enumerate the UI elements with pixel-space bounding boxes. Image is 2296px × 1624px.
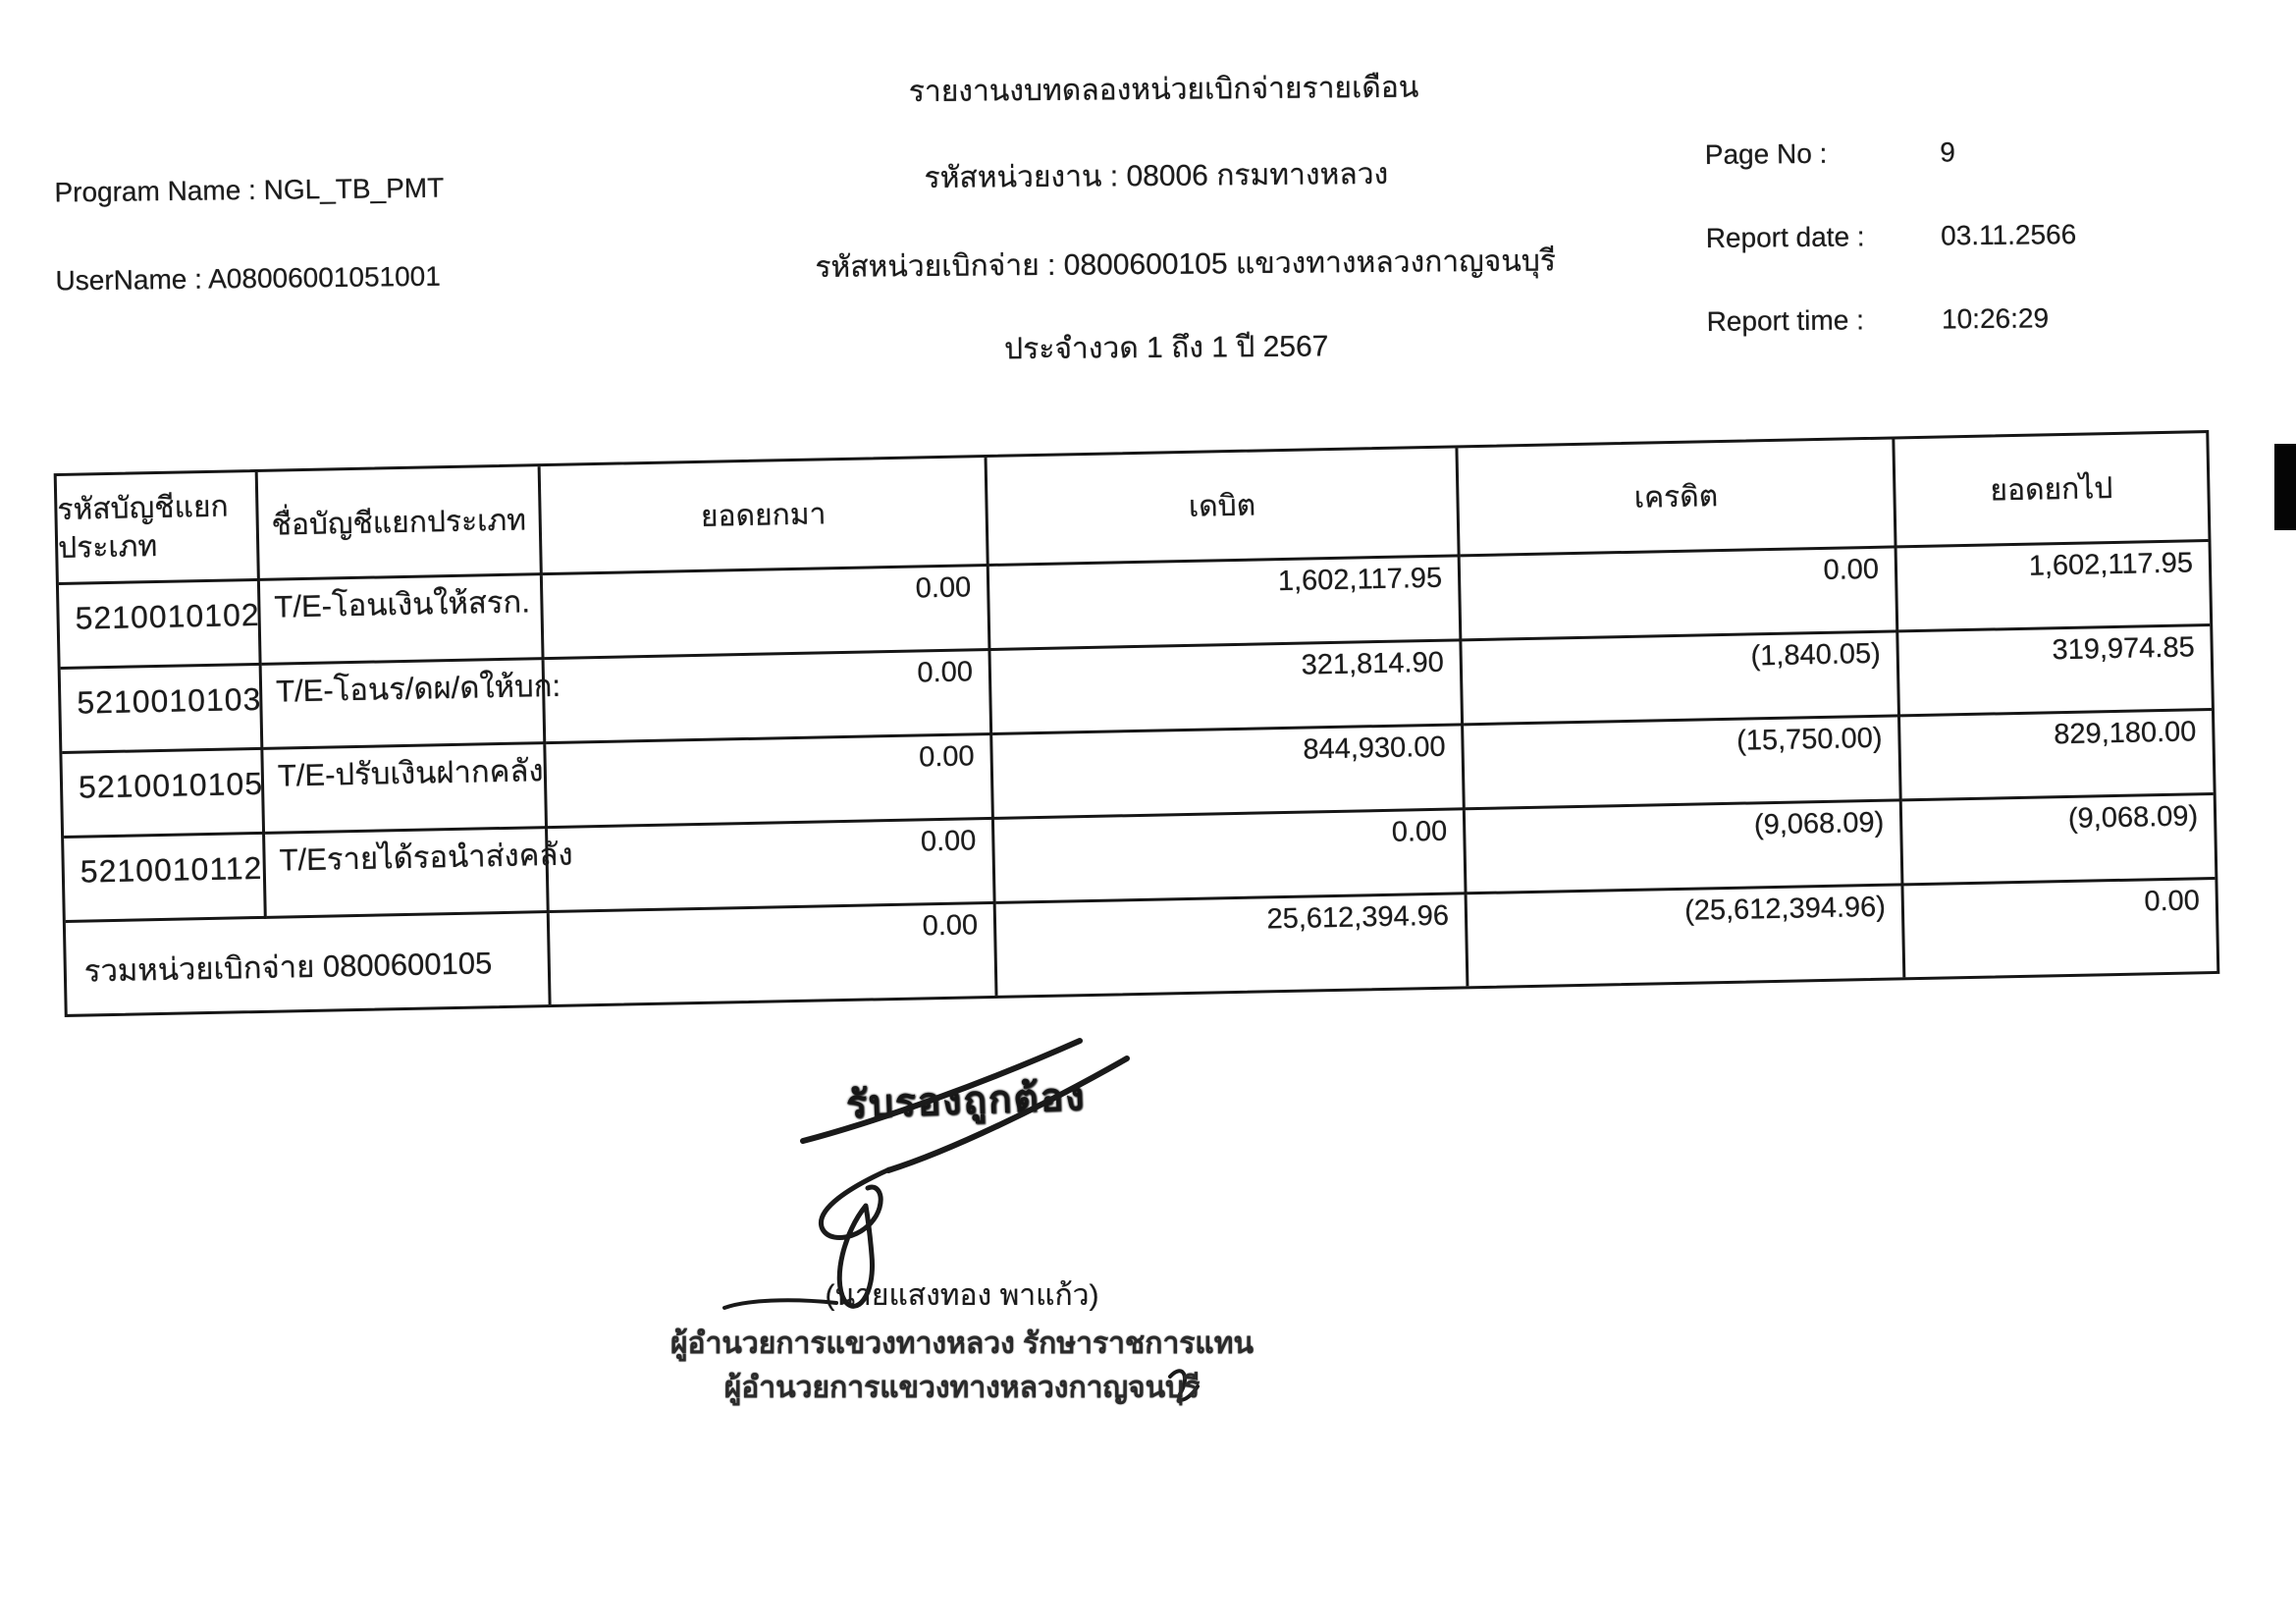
table-row-cell-credit: (9,068.09)	[1466, 801, 1904, 894]
scan-edge-artifact	[2274, 444, 2296, 530]
table-row-cell-debit: 321,814.90	[990, 641, 1464, 735]
col-header-account-code: รหัสบัญชีแยกประเภท	[57, 472, 260, 585]
total-row-debit: 25,612,394.96	[996, 894, 1469, 996]
table-row-cell-carry: 0.00	[546, 735, 994, 829]
table-row-cell-name: T/Eรายได้รอนำส่งคลัง	[265, 829, 550, 919]
page-no-value: 9	[1940, 136, 1956, 168]
report-date-label: Report date :	[1705, 221, 1865, 253]
table-row-cell-name: T/E-ปรับเงินฝากคลัง	[263, 744, 548, 835]
table-row-cell-balance: 829,180.00	[1900, 711, 2214, 801]
table-row-cell-balance: 319,974.85	[1898, 626, 2212, 717]
table-row-cell-carry: 0.00	[543, 567, 991, 660]
table-row-cell-name: T/E-โอนเงินให้สรก.	[260, 575, 545, 666]
meta-left-block	[54, 173, 445, 298]
user-name-line: UserName : A08006001051001	[55, 260, 442, 297]
table-row-cell-debit: 844,930.00	[992, 726, 1466, 820]
signature-stroke	[888, 1058, 1127, 1170]
total-row-label: รวมหน่วยเบิกจ่าย 0800600105	[66, 913, 552, 1014]
table-row-cell-balance: (9,068.09)	[1902, 795, 2216, 886]
disbursement-unit-line: รหัสหน่วยเบิกจ่าย : 0800600105 แขวงทางหลวงกาญจนบุรี	[815, 244, 1557, 284]
table-row-cell-debit: 1,602,117.95	[989, 557, 1463, 651]
trial-balance-table	[54, 430, 2220, 1017]
table-row-cell-carry: 0.00	[545, 651, 993, 744]
total-row-balance: 0.00	[2144, 885, 2201, 918]
report-time-label: Report time :	[1706, 304, 1865, 337]
certified-correct-stamp: รับรองถูกต้อง	[845, 1075, 1087, 1127]
agency-code-line: รหัสหน่วยงาน : 08006 กรมทางหลวง	[924, 157, 1389, 194]
table-row-cell-credit: 0.00	[1461, 548, 1899, 641]
table-row-cell-balance: 1,602,117.95	[1897, 542, 2211, 632]
program-name-line: Program Name : NGL_TB_PMT	[54, 172, 445, 208]
signer-position-2: ผู้อำนวยการแขวงทางหลวงกาญจนบุรี	[723, 1372, 1201, 1404]
total-row-carry: 0.00	[550, 904, 998, 1004]
signature-stroke	[803, 1041, 1080, 1141]
signature-text-block	[667, 1276, 1256, 1407]
signature-loop	[821, 1169, 889, 1238]
table-row-cell-code: 5210010105	[62, 750, 265, 839]
col-header-debit: เดบิต	[988, 448, 1461, 567]
table-row-cell-credit: (1,840.05)	[1462, 632, 1900, 726]
table-row-cell-name: T/E-โอนร/ดผ/ดให้บก:	[262, 660, 547, 750]
total-row-credit: (25,612,394.96)	[1468, 886, 1906, 986]
col-header-balance: ยอดยกไป	[1895, 433, 2208, 548]
signer-name: (นายแสงทอง พาแก้ว)	[825, 1279, 1099, 1312]
meta-right-block	[1705, 135, 2078, 390]
table-row-cell-credit: (15,750.00)	[1464, 717, 1902, 810]
col-header-account-name: ชื่อบัญชีแยกประเภท	[258, 466, 543, 581]
page-no-label: Page No :	[1704, 137, 1828, 170]
table-row-cell-code: 5210010103	[61, 666, 264, 754]
table-row-cell-carry: 0.00	[548, 820, 996, 913]
table-row-cell-debit: 0.00	[994, 810, 1468, 904]
page-title: รายงานงบทดลองหน่วยเบิกจ่ายรายเดือน	[908, 71, 1419, 109]
table-row-cell-code: 5210010102	[59, 581, 262, 670]
col-header-carry-forward: ยอดยกมา	[541, 458, 989, 575]
report-time-value: 10:26:29	[1941, 302, 2050, 335]
col-header-credit: เครดิต	[1458, 439, 1896, 557]
period-line: ประจำงวด 1 ถึง 1 ปี 2567	[1003, 330, 1329, 366]
report-date-value: 03.11.2566	[1941, 219, 2077, 251]
signer-position-1: ผู้อำนวยการแขวงทางหลวง รักษาราชการแทน	[669, 1327, 1255, 1360]
table-row-cell-code: 5210010112	[64, 835, 267, 923]
